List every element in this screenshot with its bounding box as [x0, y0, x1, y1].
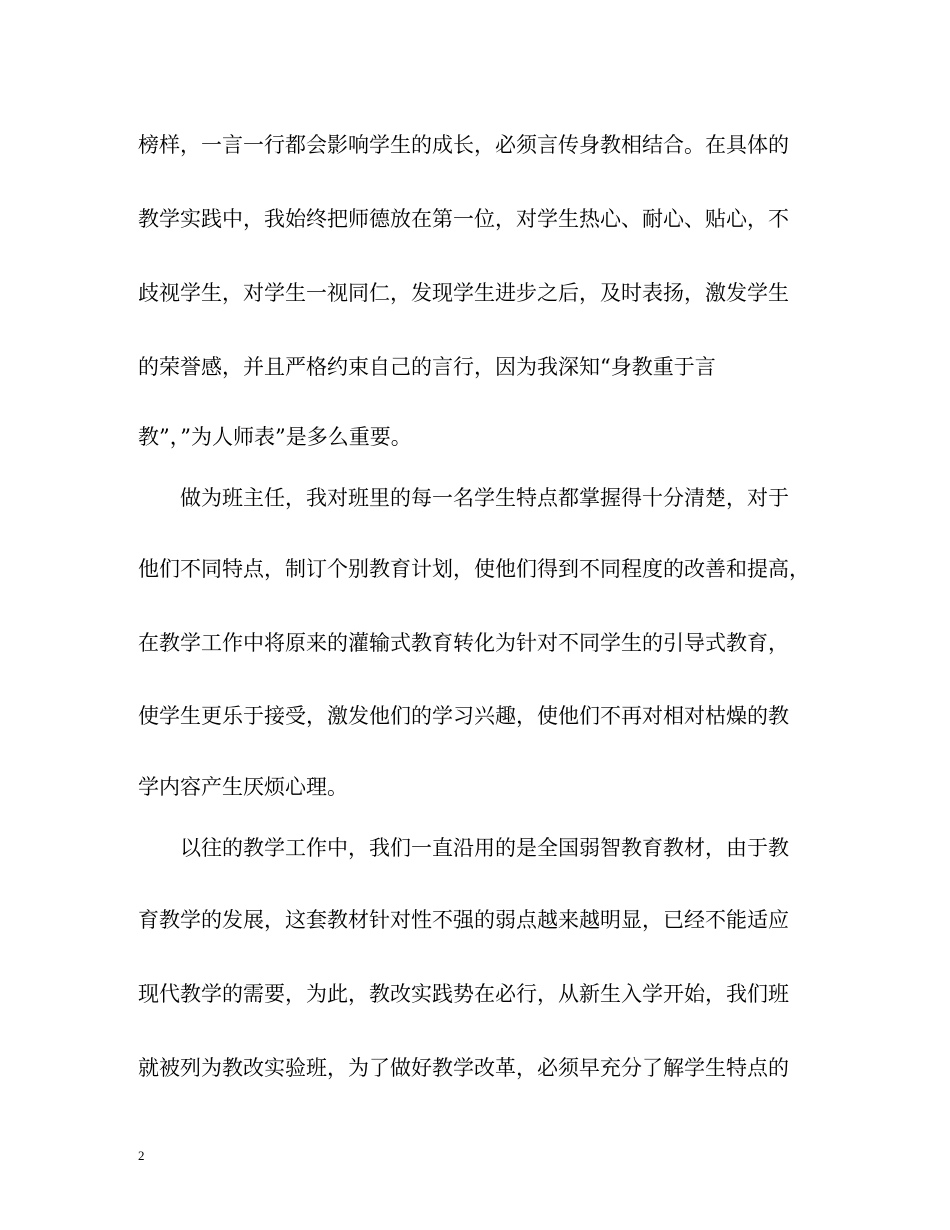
page-number: 2: [138, 1148, 145, 1163]
text-line: 学内容产生厌烦心理。: [138, 775, 348, 799]
text-line: 教”，”为人师表”是多么重要。: [138, 425, 412, 449]
paragraph-start-line: 做为班主任，我对班里的每一名学生特点都掌握得十分清楚，对于: [138, 486, 789, 510]
text-line: 榜样，一言一行都会影响学生的成长，必须言传身教相结合。在具体的: [138, 133, 789, 157]
text-line: 的荣誉感，并且严格约束自己的言行，因为我深知“身教重于言: [138, 355, 716, 379]
text-line: 使学生更乐于接受，激发他们的学习兴趣，使他们不再对相对枯燥的教: [138, 704, 789, 728]
text-line: 在教学工作中将原来的灌输式教育转化为针对不同学生的引导式教育，: [138, 631, 789, 655]
text-line: 教学实践中，我始终把师德放在第一位，对学生热心、耐心、贴心，不: [138, 207, 789, 231]
paragraph-start-line: 以往的教学工作中，我们一直沿用的是全国弱智教育教材，由于教: [138, 836, 789, 860]
text-line: 歧视学生，对学生一视同仁，发现学生进步之后，及时表扬，激发学生: [138, 281, 789, 305]
text-line: 他们不同特点，制订个别教育计划，使他们得到不同程度的改善和提高，: [138, 557, 810, 581]
text-line: 育教学的发展，这套教材针对性不强的弱点越来越明显，已经不能适应: [138, 908, 789, 932]
text-line: 就被列为教改实验班，为了做好教学改革，必须早充分了解学生特点的: [138, 1056, 789, 1080]
text-line: 现代教学的需要，为此，教改实践势在必行，从新生入学开始，我们班: [138, 982, 789, 1006]
